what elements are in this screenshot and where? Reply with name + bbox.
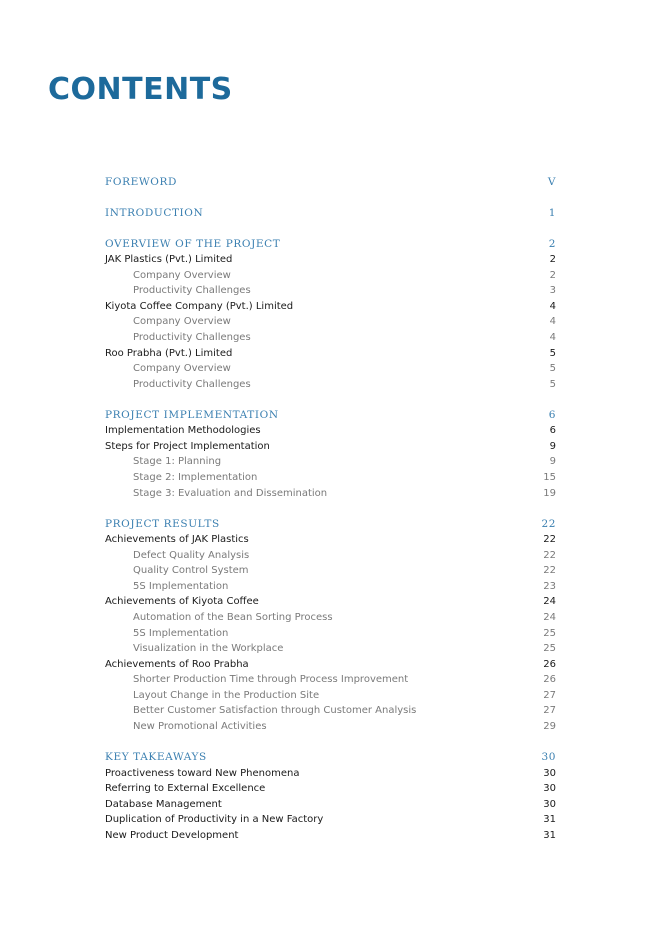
toc-subentry[interactable] — [105, 453, 556, 469]
toc-subentry[interactable] — [105, 360, 556, 376]
toc-entry-page: 1 — [548, 207, 556, 219]
toc-entry-title: New Promotional Activities — [133, 720, 267, 732]
toc-entry-page: 4 — [549, 315, 556, 327]
toc-entry-page: 24 — [543, 611, 556, 623]
toc-subentry[interactable] — [105, 609, 556, 625]
toc-section-project-results[interactable] — [105, 516, 556, 532]
toc-entry-title: Implementation Methodologies — [105, 424, 261, 436]
toc-section-key-takeaways[interactable] — [105, 749, 556, 765]
toc-entry-page: 27 — [543, 689, 556, 701]
toc-subentry[interactable] — [105, 313, 556, 329]
toc-entry-title: Achievements of Roo Prabha — [105, 658, 249, 670]
toc-entry-title: JAK Plastics (Pvt.) Limited — [105, 253, 233, 265]
toc-entry-page: 30 — [543, 798, 556, 810]
toc-section-introduction[interactable] — [105, 205, 556, 221]
toc-subentry[interactable] — [105, 625, 556, 641]
toc-subentry[interactable] — [105, 702, 556, 718]
toc-entry-page: 9 — [549, 440, 556, 452]
page-title: CONTENTS — [48, 72, 233, 107]
toc-entry-page: 15 — [543, 471, 556, 483]
toc-entry-title: Achievements of JAK Plastics — [105, 533, 249, 545]
toc-entry-title: New Product Development — [105, 829, 239, 841]
toc-entry-page: 30 — [543, 782, 556, 794]
toc-entry-title: Productivity Challenges — [133, 331, 251, 343]
toc-entry-page: 25 — [543, 627, 556, 639]
toc-subentry[interactable] — [105, 547, 556, 563]
table-of-contents — [105, 0, 556, 936]
toc-entry-page: 22 — [541, 518, 556, 530]
toc-entry-page: 4 — [549, 331, 556, 343]
toc-entry-page: 2 — [549, 253, 556, 265]
toc-entry-page: 22 — [543, 564, 556, 576]
toc-entry[interactable] — [105, 656, 556, 672]
toc-section-project-implementation[interactable] — [105, 407, 556, 423]
toc-entry-title: Defect Quality Analysis — [133, 549, 250, 561]
toc-entry-page: 22 — [543, 549, 556, 561]
toc-subentry[interactable] — [105, 469, 556, 485]
toc-entry-page: 30 — [543, 767, 556, 779]
toc-entry-page: 6 — [549, 424, 556, 436]
toc-entry[interactable] — [105, 422, 556, 438]
toc-entry[interactable] — [105, 298, 556, 314]
toc-entry-title: Productivity Challenges — [133, 284, 251, 296]
toc-entry-page: 25 — [543, 642, 556, 654]
toc-entry-page: 9 — [549, 455, 556, 467]
toc-entry-title: Duplication of Productivity in a New Factory — [105, 813, 324, 825]
toc-section-foreword[interactable] — [105, 174, 556, 190]
toc-entry-page: 5 — [549, 347, 556, 359]
toc-subentry[interactable] — [105, 485, 556, 501]
toc-entry-title: Shorter Production Time through Process Improvement — [133, 673, 409, 685]
toc-entry-title: Productivity Challenges — [133, 378, 251, 390]
toc-entry-page: 27 — [543, 704, 556, 716]
toc-entry-title: Proactiveness toward New Phenomena — [105, 767, 300, 779]
toc-entry-page: 24 — [543, 595, 556, 607]
toc-entry[interactable] — [105, 593, 556, 609]
toc-entry-page: 5 — [549, 378, 556, 390]
toc-entry-title: Database Management — [105, 798, 222, 810]
toc-entry[interactable] — [105, 796, 556, 812]
toc-entry-page: 30 — [541, 751, 556, 763]
toc-entry-page: 2 — [549, 269, 556, 281]
toc-subentry[interactable] — [105, 562, 556, 578]
toc-entry-page: 4 — [549, 300, 556, 312]
toc-entry-title: 5S Implementation — [133, 627, 229, 639]
toc-entry-page: 29 — [543, 720, 556, 732]
toc-entry-title: Stage 1: Planning — [133, 455, 222, 467]
toc-entry-title: Company Overview — [133, 269, 231, 281]
toc-subentry[interactable] — [105, 267, 556, 283]
toc-entry-title: Better Customer Satisfaction through Customer Analysis — [133, 704, 417, 716]
toc-entry[interactable] — [105, 780, 556, 796]
toc-entry-title: Company Overview — [133, 315, 231, 327]
toc-entry-page: 3 — [549, 284, 556, 296]
toc-entry-page: 22 — [543, 533, 556, 545]
toc-entry[interactable] — [105, 827, 556, 843]
toc-entry[interactable] — [105, 345, 556, 361]
toc-entry-title: FOREWORD — [105, 176, 177, 188]
toc-entry-title: PROJECT RESULTS — [105, 518, 220, 530]
toc-entry-title: Layout Change in the Production Site — [133, 689, 320, 701]
toc-entry-page: 31 — [543, 813, 556, 825]
toc-entry[interactable] — [105, 438, 556, 454]
toc-subentry[interactable] — [105, 687, 556, 703]
toc-entry[interactable] — [105, 811, 556, 827]
toc-entry-title: Company Overview — [133, 362, 231, 374]
toc-entry-page: V — [547, 176, 556, 188]
toc-entry-title: OVERVIEW OF THE PROJECT — [105, 238, 281, 250]
toc-entry-page: 26 — [543, 673, 556, 685]
toc-entry-page: 31 — [543, 829, 556, 841]
toc-entry[interactable] — [105, 765, 556, 781]
toc-subentry[interactable] — [105, 718, 556, 734]
toc-subentry[interactable] — [105, 578, 556, 594]
toc-section-overview[interactable] — [105, 236, 556, 252]
toc-entry-page: 19 — [543, 487, 556, 499]
toc-subentry[interactable] — [105, 640, 556, 656]
toc-entry-page: 6 — [548, 409, 556, 421]
toc-entry-title: Steps for Project Implementation — [105, 440, 270, 452]
toc-subentry[interactable] — [105, 282, 556, 298]
toc-entry-title: INTRODUCTION — [105, 207, 204, 219]
toc-entry-title: PROJECT IMPLEMENTATION — [105, 409, 279, 421]
toc-subentry[interactable] — [105, 671, 556, 687]
toc-entry[interactable] — [105, 531, 556, 547]
toc-entry-title: Visualization in the Workplace — [133, 642, 284, 654]
toc-entry-title: Kiyota Coffee Company (Pvt.) Limited — [105, 300, 294, 312]
toc-entry-page: 5 — [549, 362, 556, 374]
toc-entry-page: 23 — [543, 580, 556, 592]
toc-entry-title: Roo Prabha (Pvt.) Limited — [105, 347, 233, 359]
toc-entry-title: Achievements of Kiyota Coffee — [105, 595, 259, 607]
toc-entry[interactable] — [105, 251, 556, 267]
toc-entry-title: Quality Control System — [133, 564, 249, 576]
toc-subentry[interactable] — [105, 376, 556, 392]
toc-entry-title: Stage 3: Evaluation and Dissemination — [133, 487, 328, 499]
toc-entry-title: Stage 2: Implementation — [133, 471, 258, 483]
toc-subentry[interactable] — [105, 329, 556, 345]
toc-entry-page: 2 — [548, 238, 556, 250]
toc-entry-page: 26 — [543, 658, 556, 670]
toc-entry-title: Automation of the Bean Sorting Process — [133, 611, 333, 623]
toc-entry-title: 5S Implementation — [133, 580, 229, 592]
toc-entry-title: Referring to External Excellence — [105, 782, 266, 794]
toc-entry-title: KEY TAKEAWAYS — [105, 751, 207, 763]
